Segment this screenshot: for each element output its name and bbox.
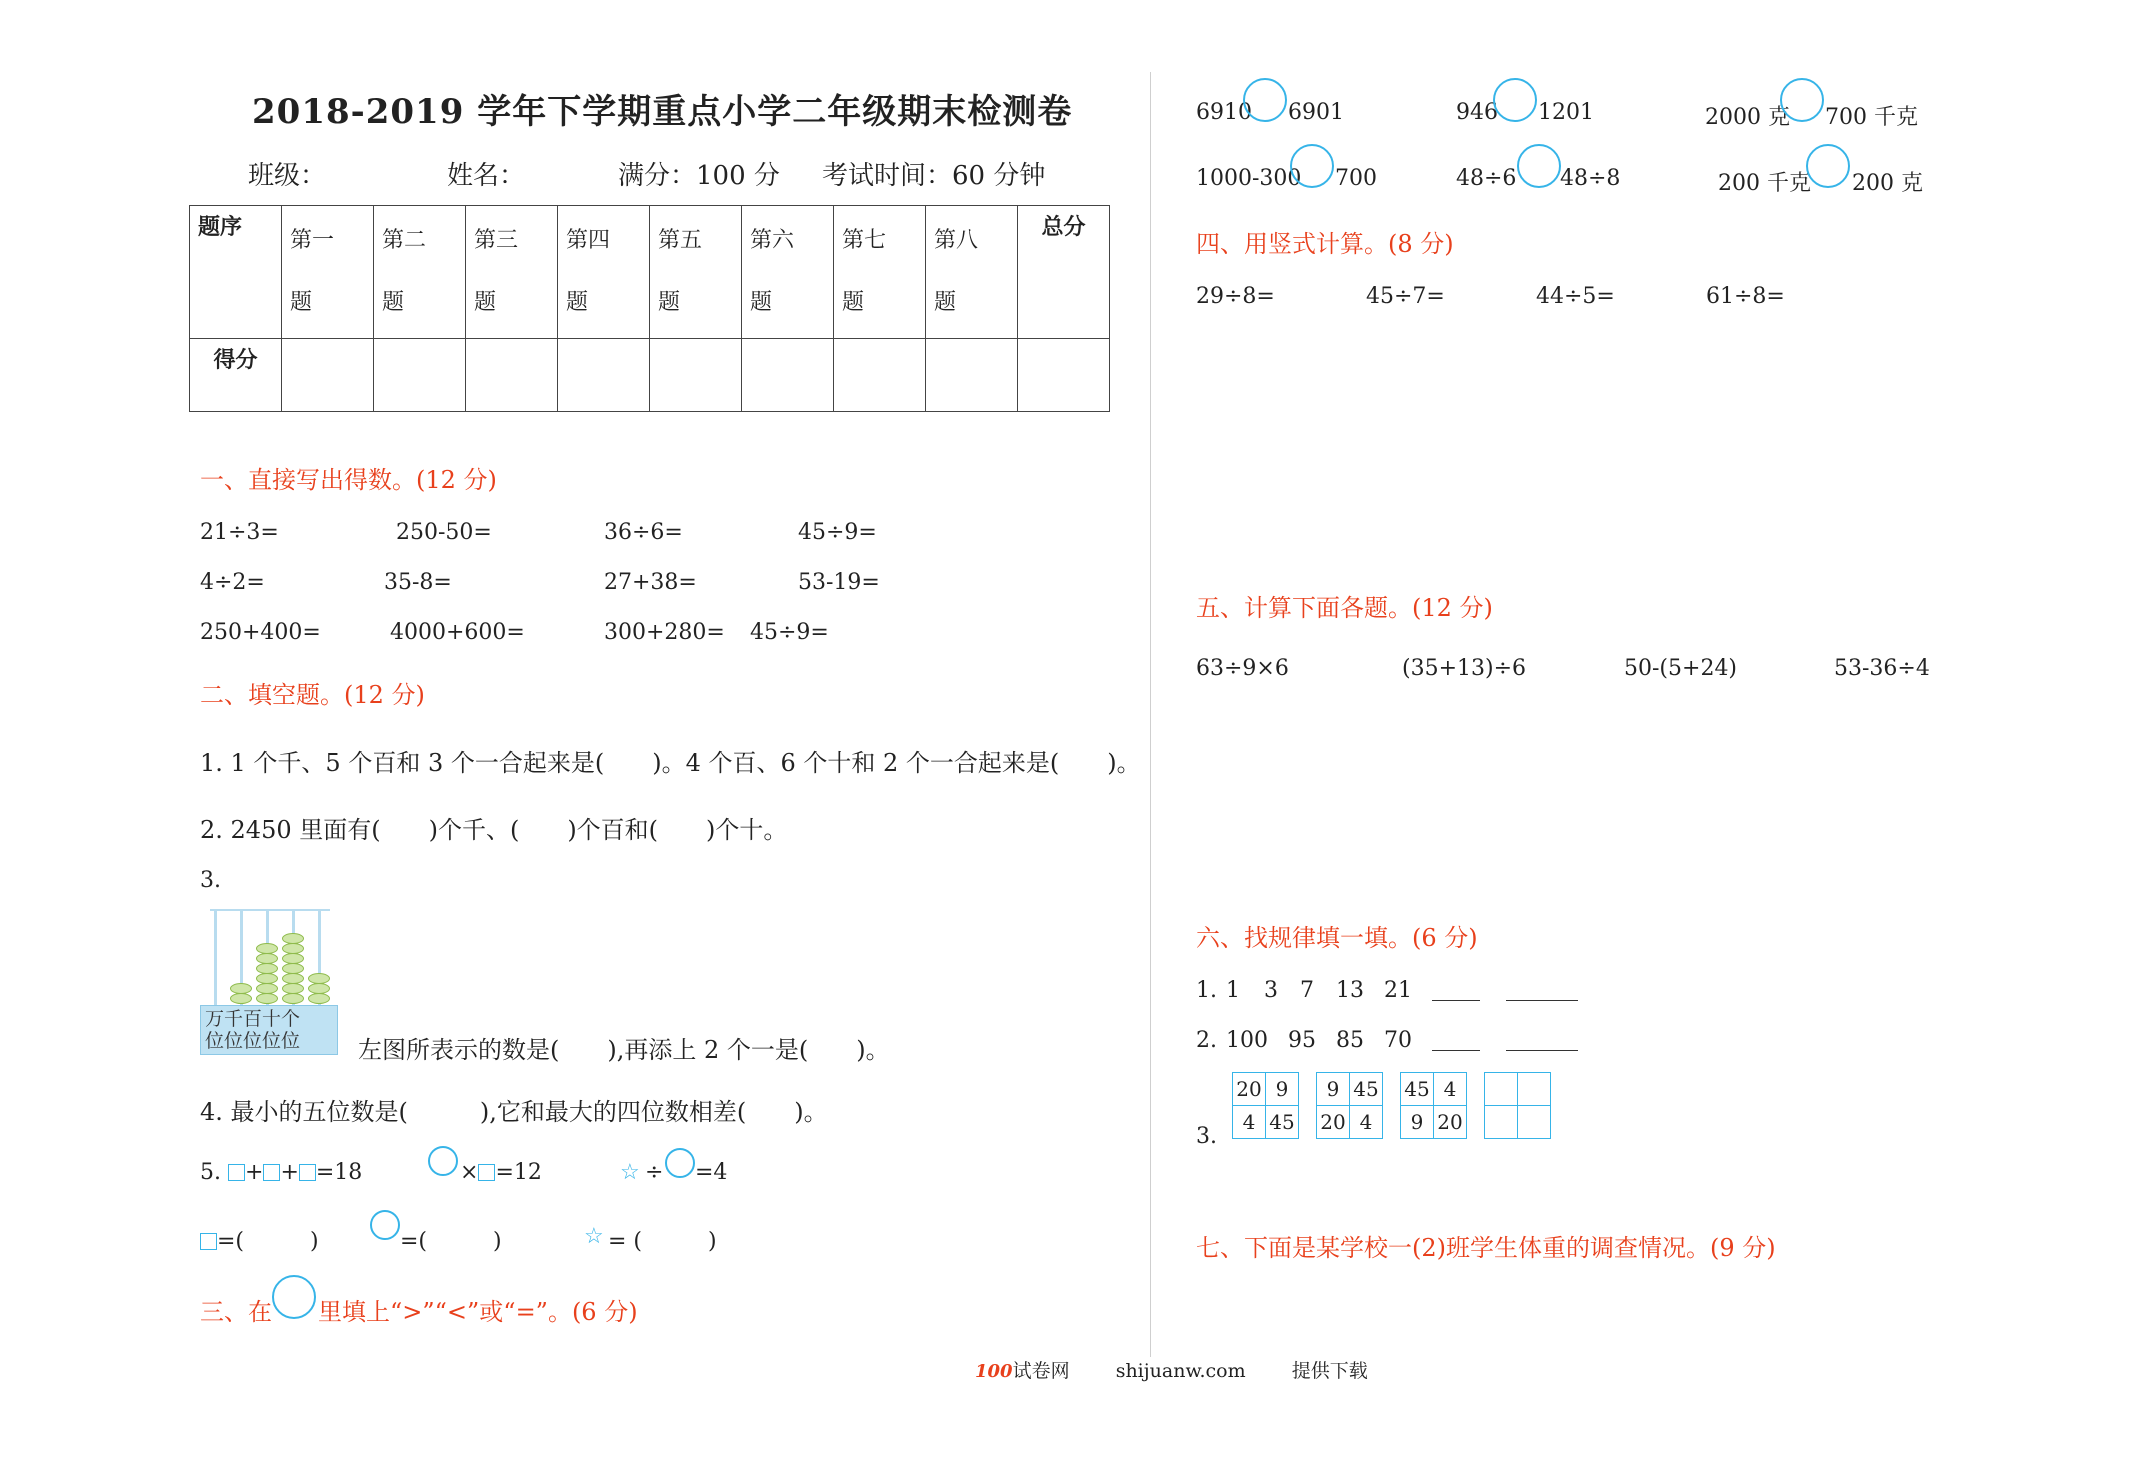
- s3-left: 1000-300: [1196, 166, 1302, 191]
- s1-item: 21÷3=: [200, 520, 279, 545]
- score-table: [189, 205, 1110, 412]
- score-col-8: 第八 题: [926, 206, 1018, 339]
- s2-q5-num: 5.: [200, 1160, 221, 1185]
- s6-q1-num: 1.: [1196, 978, 1217, 1003]
- s6-seq-item: 100: [1226, 1028, 1268, 1053]
- section1-heading: 一、直接写出得数。(12 分): [200, 466, 497, 494]
- square-icon: [478, 1164, 495, 1181]
- square-icon: [299, 1164, 316, 1181]
- s2-q1: 1. 1 个千、5 个百和 3 个一合起来是( )。4 个百、6 个十和 2 个一合起来是( )。: [200, 749, 1141, 777]
- score-cell[interactable]: [926, 339, 1018, 412]
- s1-item: 300+280=: [604, 620, 725, 645]
- s2-q5-ans-circle: =( ): [400, 1229, 502, 1254]
- s3-left: 946: [1456, 100, 1498, 125]
- s6-seq-item: 85: [1336, 1028, 1364, 1053]
- s3-left: 48÷6: [1456, 166, 1517, 191]
- score-cell[interactable]: [558, 339, 650, 412]
- s5-item: 53-36÷4: [1834, 656, 1930, 681]
- s2-q5-c-op: ÷: [645, 1160, 664, 1185]
- s1-item: 36÷6=: [604, 520, 683, 545]
- s3-right: 1201: [1538, 100, 1594, 125]
- score-col-1: 第一 题: [282, 206, 374, 339]
- s2-q2: 2. 2450 里面有( )个千、( )个百和( )个十。: [200, 816, 788, 844]
- s3-right: 6901: [1288, 100, 1344, 125]
- footer: [975, 1356, 1368, 1383]
- s3-right: 48÷8: [1560, 166, 1621, 191]
- score-col-7: 第七 题: [834, 206, 926, 339]
- section2-heading: 二、填空题。(12 分): [200, 681, 425, 709]
- answer-blank[interactable]: [1506, 980, 1578, 1001]
- s2-q4: 4. 最小的五位数是( ),它和最大的四位数相差( )。: [200, 1098, 828, 1126]
- site-logo: 100: [975, 1361, 1013, 1382]
- pattern-grid-answer[interactable]: [1484, 1072, 1551, 1139]
- s6-q2-num: 2.: [1196, 1028, 1217, 1053]
- score-col-4: 第四 题: [558, 206, 650, 339]
- s1-item: 53-19=: [798, 570, 880, 595]
- score-cell[interactable]: [466, 339, 558, 412]
- s5-item: (35+13)÷6: [1402, 656, 1527, 681]
- s2-q3-num: 3.: [200, 868, 221, 893]
- s6-seq-item: 7: [1300, 978, 1314, 1003]
- s3-right: 200 克: [1852, 171, 1923, 196]
- score-cell[interactable]: [1018, 339, 1110, 412]
- pattern-grid: 20 9 4 45: [1232, 1072, 1299, 1139]
- s3-left: 6910: [1196, 100, 1252, 125]
- s1-item: 27+38=: [604, 570, 697, 595]
- circle-icon: [665, 1148, 695, 1178]
- section3-heading-pre: 三、在: [200, 1298, 272, 1326]
- s1-item: 250+400=: [200, 620, 321, 645]
- answer-blank[interactable]: [1432, 980, 1480, 1001]
- section6-heading: 六、找规律填一填。(6 分): [1196, 924, 1478, 952]
- pattern-grid: 45 4 9 20: [1400, 1072, 1467, 1139]
- score-col-2: 第二 题: [374, 206, 466, 339]
- pattern-grid: 9 45 20 4: [1316, 1072, 1383, 1139]
- score-col-5: 第五 题: [650, 206, 742, 339]
- s4-item: 44÷5=: [1536, 284, 1615, 309]
- s2-q5-b: × =12: [460, 1160, 542, 1185]
- s3-right: 700: [1335, 166, 1377, 191]
- s6-seq-item: 1: [1226, 978, 1240, 1003]
- circle-icon: [428, 1146, 458, 1176]
- abacus-image: [200, 905, 338, 1055]
- answer-blank[interactable]: [1432, 1030, 1480, 1051]
- exam-time: 考试时间：60 分钟: [822, 161, 1046, 191]
- s1-item: 4000+600=: [390, 620, 525, 645]
- s2-q5-ans-square: =( ): [200, 1224, 319, 1255]
- s4-item: 61÷8=: [1706, 284, 1785, 309]
- s6-seq-item: 13: [1336, 978, 1364, 1003]
- column-divider: [1150, 72, 1151, 1357]
- score-col-6: 第六 题: [742, 206, 834, 339]
- site-name: 试卷网: [1012, 1360, 1070, 1382]
- score-cell[interactable]: [282, 339, 374, 412]
- square-icon: [228, 1164, 245, 1181]
- score-row-label: 得分: [190, 339, 282, 412]
- s6-seq-item: 21: [1384, 978, 1412, 1003]
- s3-right: 700 千克: [1825, 105, 1918, 130]
- circle-icon[interactable]: [1290, 144, 1334, 188]
- s6-q3-num: 3.: [1196, 1124, 1217, 1149]
- s6-seq-item: 95: [1288, 1028, 1316, 1053]
- page-title: 2018-2019 学年下学期重点小学二年级期末检测卷: [252, 92, 1073, 132]
- circle-icon[interactable]: [1243, 78, 1287, 122]
- s3-left: 200 千克: [1718, 171, 1811, 196]
- score-cell[interactable]: [650, 339, 742, 412]
- square-icon: [200, 1233, 217, 1250]
- score-total-header: 总分: [1018, 206, 1110, 339]
- star-icon: ☆: [620, 1160, 640, 1185]
- s4-item: 45÷7=: [1366, 284, 1445, 309]
- section7-heading: 七、下面是某学校一(2)班学生体重的调查情况。(9 分): [1196, 1234, 1776, 1262]
- answer-blank[interactable]: [1506, 1030, 1578, 1051]
- s3-left: 2000 克: [1705, 105, 1790, 130]
- s5-item: 50-(5+24): [1624, 656, 1738, 681]
- s1-item: 250-50=: [396, 520, 492, 545]
- section5-heading: 五、计算下面各题。(12 分): [1196, 594, 1493, 622]
- class-label: 班级：: [248, 161, 327, 191]
- section4-heading: 四、用竖式计算。(8 分): [1196, 230, 1454, 258]
- name-label: 姓名：: [447, 161, 526, 191]
- footer-note: 提供下载: [1291, 1360, 1368, 1382]
- s6-seq-item: 70: [1384, 1028, 1412, 1053]
- circle-icon[interactable]: [1493, 78, 1537, 122]
- circle-icon: [272, 1275, 316, 1319]
- star-icon: ☆: [584, 1224, 604, 1249]
- circle-icon[interactable]: [1517, 144, 1561, 188]
- site-url[interactable]: shijuanw.com: [1115, 1360, 1246, 1382]
- full-score: 满分：100 分: [618, 161, 780, 191]
- score-cell[interactable]: [742, 339, 834, 412]
- s1-item: 35-8=: [384, 570, 452, 595]
- abacus-base: 万千百十个 位位位位位: [200, 1005, 338, 1055]
- square-icon: [263, 1164, 280, 1181]
- s1-item: 45÷9=: [750, 620, 829, 645]
- score-cell[interactable]: [374, 339, 466, 412]
- s2-q5-ans-star: = ( ): [608, 1229, 717, 1254]
- s6-seq-item: 3: [1264, 978, 1278, 1003]
- s1-item: 45÷9=: [798, 520, 877, 545]
- s2-q3-text: 左图所表示的数是( ),再添上 2 个一是( )。: [358, 1036, 890, 1064]
- score-col-3: 第三 题: [466, 206, 558, 339]
- section3-heading-post: 里填上“>”“<”或“=”。(6 分): [318, 1298, 638, 1326]
- circle-icon[interactable]: [1780, 78, 1824, 122]
- s4-item: 29÷8=: [1196, 284, 1275, 309]
- circle-icon: [370, 1210, 400, 1240]
- score-table-header: 题序: [190, 206, 282, 339]
- s1-item: 4÷2=: [200, 570, 265, 595]
- score-cell[interactable]: [834, 339, 926, 412]
- circle-icon[interactable]: [1806, 144, 1850, 188]
- s2-q5: 5. + + =18: [200, 1160, 363, 1185]
- s2-q5-c-end: =4: [695, 1160, 728, 1185]
- s5-item: 63÷9×6: [1196, 656, 1289, 681]
